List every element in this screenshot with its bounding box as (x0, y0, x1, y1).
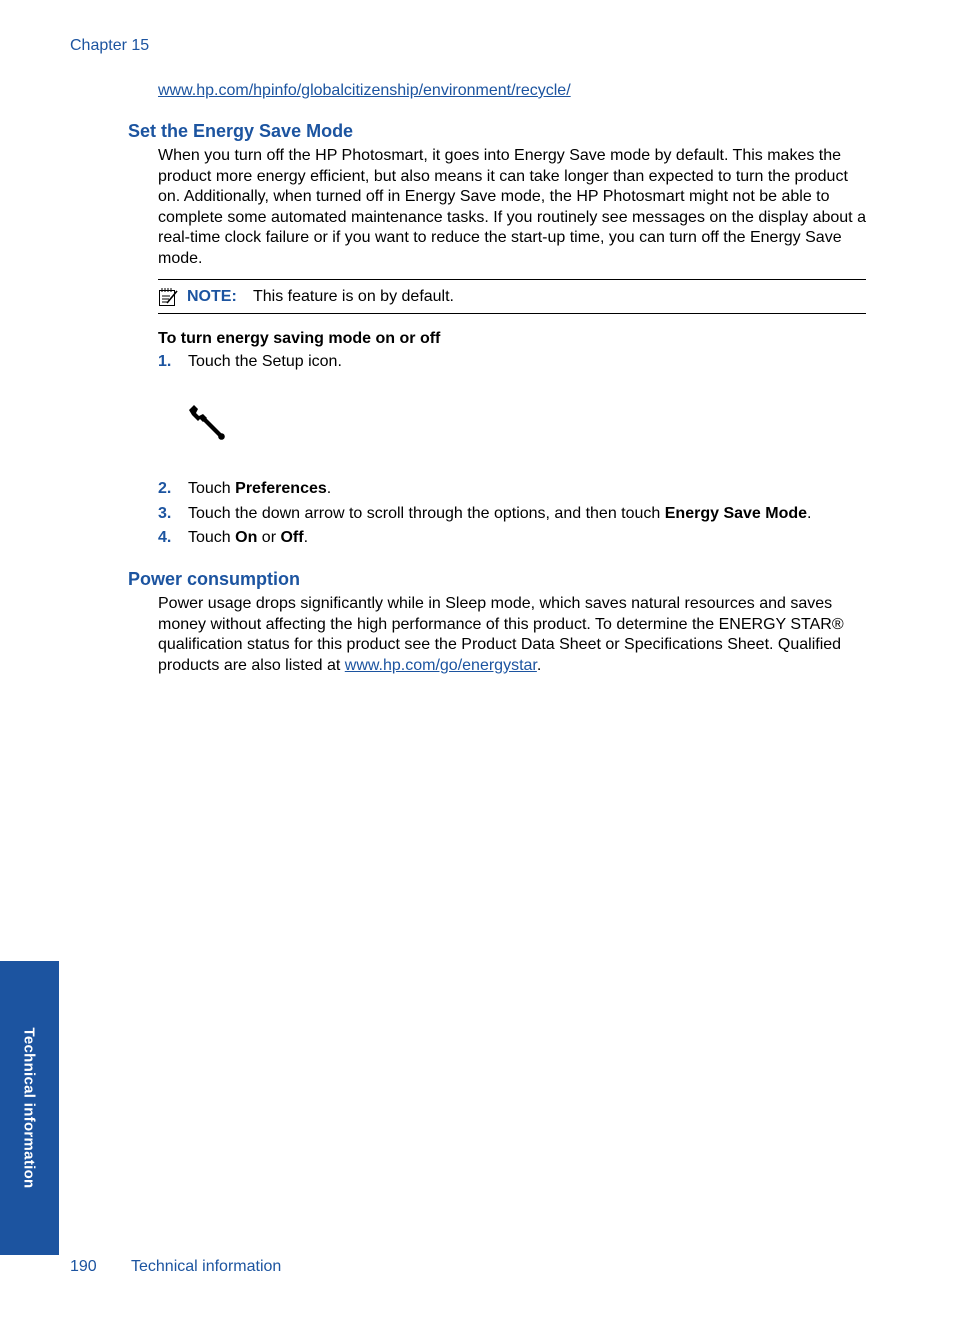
side-tab (0, 961, 59, 1255)
energy-save-heading: Set the Energy Save Mode (128, 121, 354, 141)
step-text-pre: Touch the down arrow to scroll through the options, and then touch (188, 505, 665, 522)
step-text-pre: Touch (188, 529, 236, 546)
page-number: 190 (70, 1258, 97, 1275)
step-bold-on: On (235, 529, 258, 546)
step-text-post: . (326, 480, 332, 497)
wrench-icon (186, 403, 226, 443)
energy-save-paragraph: When you turn off the HP Photosmart, it goes into Energy Save mode by default. This makes the product more energy efficient, but also means it can take longer than expected to turn the product on. Additionally, when turned off in Energy Save mode, the HP Photosmart might not be able to complete some automated maintenance tasks. If you routinely see messages on the display about a real-time clock failure or if you want to reduce the start-up time, you can turn off the Energy Save mode. (158, 147, 866, 267)
power-text: Power usage drops significantly while in Sleep mode, which saves natural resources and saves money without affecting the high performance of this product. To determine the ENERGY STAR® qualification status for this product see the Product Data Sheet or Specifications Sheet. Qualified products are also listed at (158, 595, 844, 674)
step-text-pre: Touch (188, 480, 236, 497)
note-text: This feature is on by default. (253, 288, 454, 305)
step-bold: Preferences (235, 480, 327, 497)
footer-title: Technical information (131, 1258, 282, 1275)
step-text-post: . (807, 505, 812, 522)
note-box (158, 279, 866, 314)
step-number: 2. (158, 480, 172, 497)
note-label: NOTE: (187, 288, 237, 305)
step-text: Touch the Setup icon. (188, 353, 342, 370)
step-text-post: . (303, 529, 309, 546)
step-text (188, 479, 331, 499)
step-number: 4. (158, 529, 172, 546)
power-consumption-heading: Power consumption (128, 569, 301, 589)
step-bold: Energy Save Mode (664, 505, 808, 522)
power-text-end: . (536, 656, 542, 674)
power-paragraph (158, 594, 866, 676)
step-number: 1. (158, 353, 172, 370)
energystar-link[interactable]: www.hp.com/go/energystar (344, 656, 537, 674)
chapter-header: Chapter 15 (70, 37, 150, 54)
recycle-link[interactable]: www.hp.com/hpinfo/globalcitizenship/environment/recycle/ (158, 82, 571, 99)
procedure-title: To turn energy saving mode on or off (158, 330, 441, 347)
step-number: 3. (158, 505, 172, 522)
note-pad-icon (158, 287, 178, 307)
step-text (188, 504, 811, 524)
step-bold-off: Off (280, 529, 304, 546)
side-tab-label: Technical information (20, 1027, 38, 1189)
step-text-mid: or (257, 529, 281, 546)
step-text (188, 528, 308, 548)
